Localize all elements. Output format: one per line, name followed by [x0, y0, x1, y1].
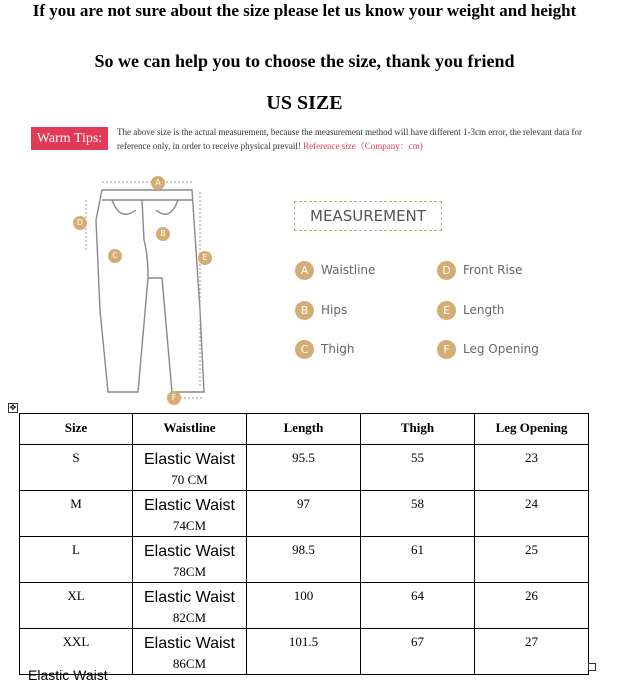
cell-leg-opening: 23 [475, 445, 589, 491]
table-header-row [20, 414, 589, 445]
cell-leg-opening: 26 [475, 583, 589, 629]
instruction-line-1: If you are not sure about the size please let us know your weight and height [32, 1, 577, 20]
legend-letter-icon: F [437, 340, 456, 359]
legend-item-length [437, 299, 504, 321]
cell-leg-opening: 27 [475, 629, 589, 675]
legend-letter-icon: B [295, 301, 314, 320]
reference-size-note: Reference size（Company：cm) [303, 141, 423, 151]
legend-item-leg-opening [437, 338, 539, 360]
marker-c-icon: C [108, 249, 122, 263]
cell-size: XL [20, 583, 133, 629]
warm-tips-text [117, 125, 617, 153]
legend-item-waistline [295, 259, 375, 281]
waist-type: Elastic Waist [144, 497, 235, 514]
table-row [20, 537, 589, 583]
legend-letter-icon: A [295, 261, 314, 280]
legend-item-thigh [295, 338, 355, 360]
legend-label: Leg Opening [463, 342, 539, 356]
cell-thigh: 61 [361, 537, 475, 583]
marker-e-icon: E [198, 251, 212, 265]
waist-measure: 74CM [172, 518, 207, 533]
cell-size: L [20, 537, 133, 583]
cell-length: 98.5 [247, 537, 361, 583]
waist-type: Elastic Waist [144, 543, 235, 560]
pants-outline-icon [96, 190, 204, 392]
cell-length: 95.5 [247, 445, 361, 491]
legend-letter-icon: C [295, 340, 314, 359]
cell-thigh: 58 [361, 491, 475, 537]
header-waistline: Waistline [133, 414, 247, 445]
waist-measure: 70 CM [171, 472, 208, 487]
measurement-title: MEASUREMENT [294, 201, 442, 231]
warm-tips-body: The above size is the actual measurement, because the measurement method will have different 1-3cm error, the relevant data for reference only, in order to receive physical prevail! [117, 127, 583, 151]
legend-letter-icon: E [437, 301, 456, 320]
cell-leg-opening: 24 [475, 491, 589, 537]
cell-leg-opening: 25 [475, 537, 589, 583]
footer-text: Elastic Waist [28, 667, 108, 683]
cell-waistline [133, 445, 247, 491]
cell-thigh: 55 [361, 445, 475, 491]
legend-item-front-rise [437, 259, 522, 281]
instruction-line-2: So we can help you to choose the size, thank you friend [94, 51, 515, 71]
legend-item-hips [295, 299, 347, 321]
header-length: Length [247, 414, 361, 445]
legend-letter-icon: D [437, 261, 456, 280]
marker-b-icon: B [156, 227, 170, 241]
warm-tips-badge: Warm Tips: [31, 127, 108, 150]
cell-size: M [20, 491, 133, 537]
table-row [20, 491, 589, 537]
cell-thigh: 64 [361, 583, 475, 629]
header-leg-opening: Leg Opening [475, 414, 589, 445]
cell-length: 100 [247, 583, 361, 629]
cell-size: S [20, 445, 133, 491]
cell-waistline [133, 491, 247, 537]
page-title: US SIZE [266, 92, 343, 114]
table-resize-handle[interactable] [588, 663, 596, 671]
legend-label: Length [463, 303, 505, 317]
legend-label: Thigh [321, 342, 355, 356]
pants-measurement-diagram [24, 160, 579, 405]
waist-type: Elastic Waist [144, 589, 235, 606]
size-table [19, 413, 589, 675]
table-move-handle-icon[interactable]: ✥ [9, 403, 17, 412]
cell-length: 101.5 [247, 629, 361, 675]
legend-label: Front Rise [463, 263, 523, 277]
legend-label: Waistline [321, 263, 376, 277]
dimension-guides [86, 182, 204, 398]
cell-size: XXL [20, 629, 133, 675]
waist-measure: 78CM [172, 564, 207, 579]
header-thigh: Thigh [361, 414, 475, 445]
marker-a-icon: A [151, 176, 165, 190]
waist-measure: 82CM [172, 610, 207, 625]
table-row [20, 583, 589, 629]
table-row [20, 445, 589, 491]
marker-d-icon: D [73, 216, 87, 230]
cell-waistline [133, 537, 247, 583]
waist-measure: 86CM [172, 656, 207, 671]
legend-label: Hips [321, 303, 348, 317]
cell-thigh: 67 [361, 629, 475, 675]
cell-waistline [133, 583, 247, 629]
cell-waistline [133, 629, 247, 675]
waist-type: Elastic Waist [144, 451, 235, 468]
cell-length: 97 [247, 491, 361, 537]
marker-f-icon: F [167, 391, 181, 405]
waist-type: Elastic Waist [144, 635, 235, 652]
header-size: Size [20, 414, 133, 445]
